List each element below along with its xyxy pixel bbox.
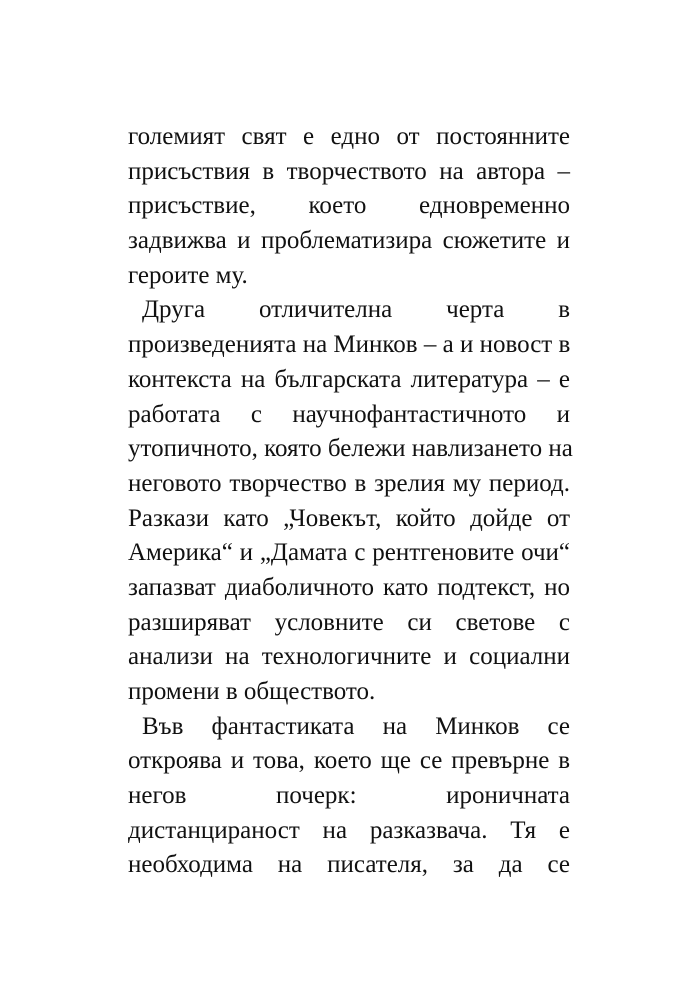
- text-line: утопичното, която бележи навлизането на: [128, 435, 573, 463]
- text-line: големият свят е едно от постоянните: [128, 123, 570, 150]
- text-line: промени в обществото.: [128, 678, 376, 705]
- text-line: произведенията на Минков – а и новост в: [128, 331, 571, 359]
- text-line: присъствия в творчеството на автора –: [128, 157, 570, 185]
- text-line: неговото творчество в зрелия му период.: [128, 469, 570, 497]
- text-line: разширяват условните си светове с: [128, 608, 570, 636]
- text-line: присъствие, което едновременно: [128, 192, 570, 220]
- text-line: необходима на писателя, за да се: [128, 851, 570, 879]
- text-line: дистанцираност на разказвача. Тя е: [128, 816, 570, 844]
- text-line: задвижва и проблематизира сюжетите и: [128, 227, 570, 255]
- text-line: контекста на българската литература – е: [128, 365, 570, 393]
- paragraph-2: [128, 293, 573, 709]
- paragraph-1: [128, 120, 570, 293]
- text-line: откроява и това, което ще се превърне в: [128, 747, 570, 775]
- text-line: запазват диаболичното като подтекст, но: [128, 573, 570, 601]
- text-line: анализи на технологичните и социални: [128, 643, 570, 671]
- text-line: героите му.: [128, 261, 248, 289]
- body-text: [128, 120, 573, 883]
- paragraph-3: [128, 710, 570, 883]
- text-line: Във фантастиката на Минков се: [142, 712, 570, 740]
- text-line: Разкази като „Човекът, който дойде от: [128, 504, 570, 532]
- text-line: работата с научнофантастичното и: [128, 400, 570, 428]
- text-line: Америка“ и „Дамата с рентгеновите очи“: [128, 539, 570, 567]
- text-line: Друга отличителна черта в: [142, 296, 570, 324]
- text-line: негов почерк: ироничната: [128, 782, 570, 810]
